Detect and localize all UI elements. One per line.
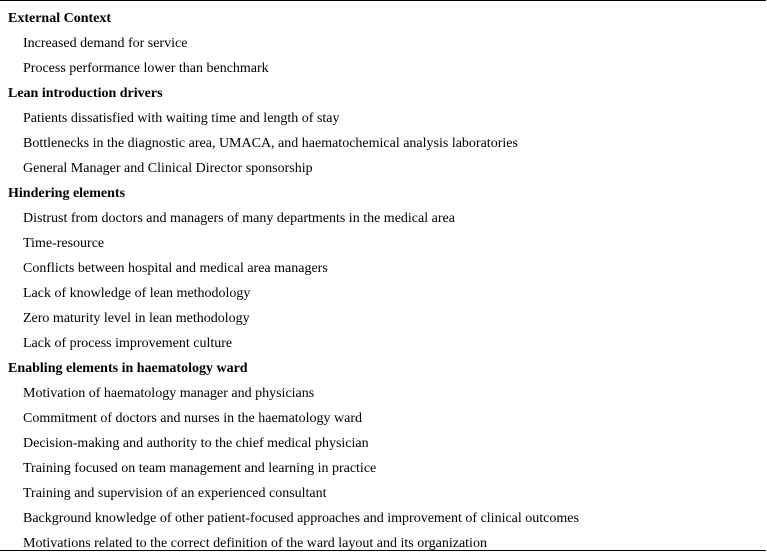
table-row: Time-resource: [23, 236, 105, 251]
table-row: Motivation of haematology manager and physicians: [23, 386, 315, 401]
table-row: Decision-making and authority to the chief medical physician: [23, 436, 369, 451]
table-row: Training focused on team management and learning in practice: [23, 461, 377, 476]
table-row: Lack of process improvement culture: [23, 336, 233, 351]
table-row: Zero maturity level in lean methodology: [23, 311, 250, 326]
table-row: Process performance lower than benchmark: [23, 61, 269, 76]
table-row: Training and supervision of an experienced consultant: [23, 486, 327, 501]
table-row: Background knowledge of other patient-focused approaches and improvement of clinical outcomes: [23, 511, 579, 526]
table-row: Conflicts between hospital and medical area managers: [23, 261, 328, 276]
section-heading-external-context: External Context: [8, 11, 112, 26]
table-body: [0, 6, 766, 556]
table-row: Commitment of doctors and nurses in the haematology ward: [23, 411, 363, 426]
table-row: Increased demand for service: [23, 36, 188, 51]
table-row: Motivations related to the correct definition of the ward layout and its organization: [23, 536, 487, 551]
table-row: General Manager and Clinical Director sponsorship: [23, 161, 313, 176]
table-row: Distrust from doctors and managers of many departments in the medical area: [23, 211, 455, 226]
section-heading-lean-introduction-drivers: Lean introduction drivers: [8, 86, 163, 101]
table-row: Bottlenecks in the diagnostic area, UMACA, and haematochemical analysis laboratories: [23, 136, 518, 151]
table-row: Lack of knowledge of lean methodology: [23, 286, 251, 301]
table-row: Patients dissatisfied with waiting time and length of stay: [23, 111, 340, 126]
section-heading-enabling-elements: Enabling elements in haematology ward: [8, 361, 248, 376]
section-heading-hindering-elements: Hindering elements: [8, 186, 126, 201]
